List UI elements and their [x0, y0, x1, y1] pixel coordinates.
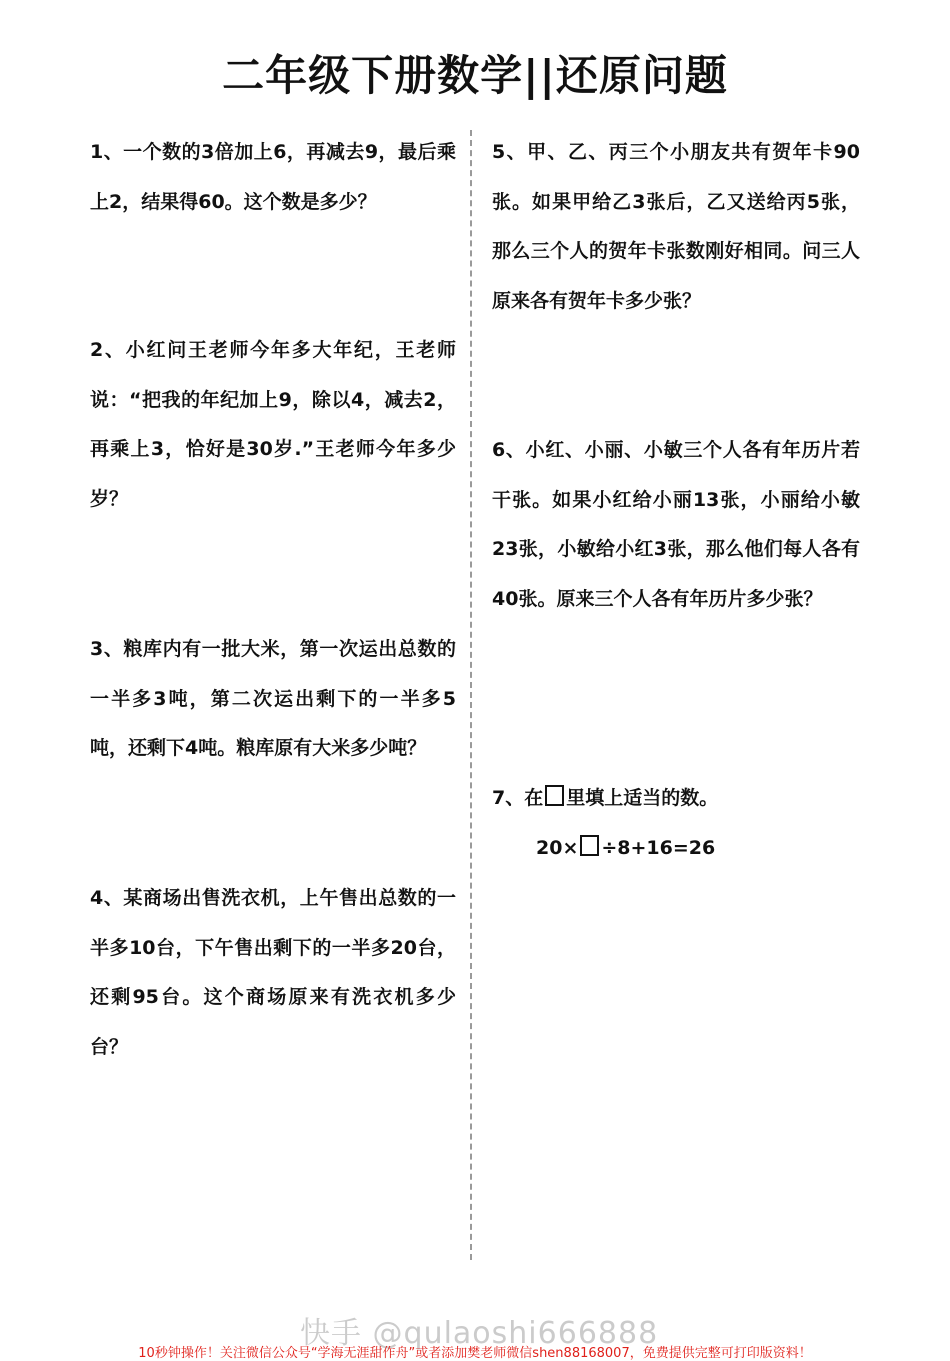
question-2: 2、小红问王老师今年多大年纪，王老师说：“把我的年纪加上9，除以4，减去2，再乘上3，恰好是30岁.”王老师今年多少岁？: [90, 339, 456, 511]
page-title: 二年级下册数学||还原问题: [222, 51, 728, 100]
column-divider: [470, 130, 472, 1260]
question-5: 5、甲、乙、丙三个小朋友共有贺年卡90张。如果甲给乙3张后，乙又送给丙5张，那么三个人的贺年卡张数刚好相同。问三人原来各有贺年卡多少张？: [492, 141, 860, 313]
equation: [536, 824, 715, 874]
question-7: [492, 774, 860, 824]
question-4: 4、某商场出售洗衣机，上午售出总数的一半多10台，下午售出剩下的一半多20台，还剩95台。这个商场原来有洗衣机多少台？: [90, 887, 456, 1059]
question-7-prefix: 7、在: [492, 787, 544, 809]
question-6: 6、小红、小丽、小敏三个人各有年历片若干张。如果小红给小丽13张，小丽给小敏23张，小敏给小红3张，那么他们每人各有40张。原来三个人各有年历片多少张？: [492, 439, 860, 611]
equation-prefix: 20×: [536, 837, 579, 859]
question-3: 3、粮库内有一批大米，第一次运出总数的一半多3吨，第二次运出剩下的一半多5吨，还剩下4吨。粮库原有大米多少吨？: [90, 638, 456, 760]
equation-suffix: ÷8+16=26: [601, 837, 716, 859]
equation-box-icon: [580, 835, 599, 856]
answer-box-icon: [545, 785, 564, 806]
question-7-suffix: 里填上适当的数。: [566, 787, 719, 809]
footer-notice: 10秒钟操作！关注微信公众号“学海无涯甜作舟”或者添加樊老师微信shen88168007，免费提供完整可打印版资料！: [138, 1346, 812, 1361]
watermark: 快手 @qulaoshi666888: [300, 1316, 659, 1351]
question-1: 1、一个数的3倍加上6，再减去9，最后乘上2，结果得60。这个数是多少？: [90, 141, 456, 213]
